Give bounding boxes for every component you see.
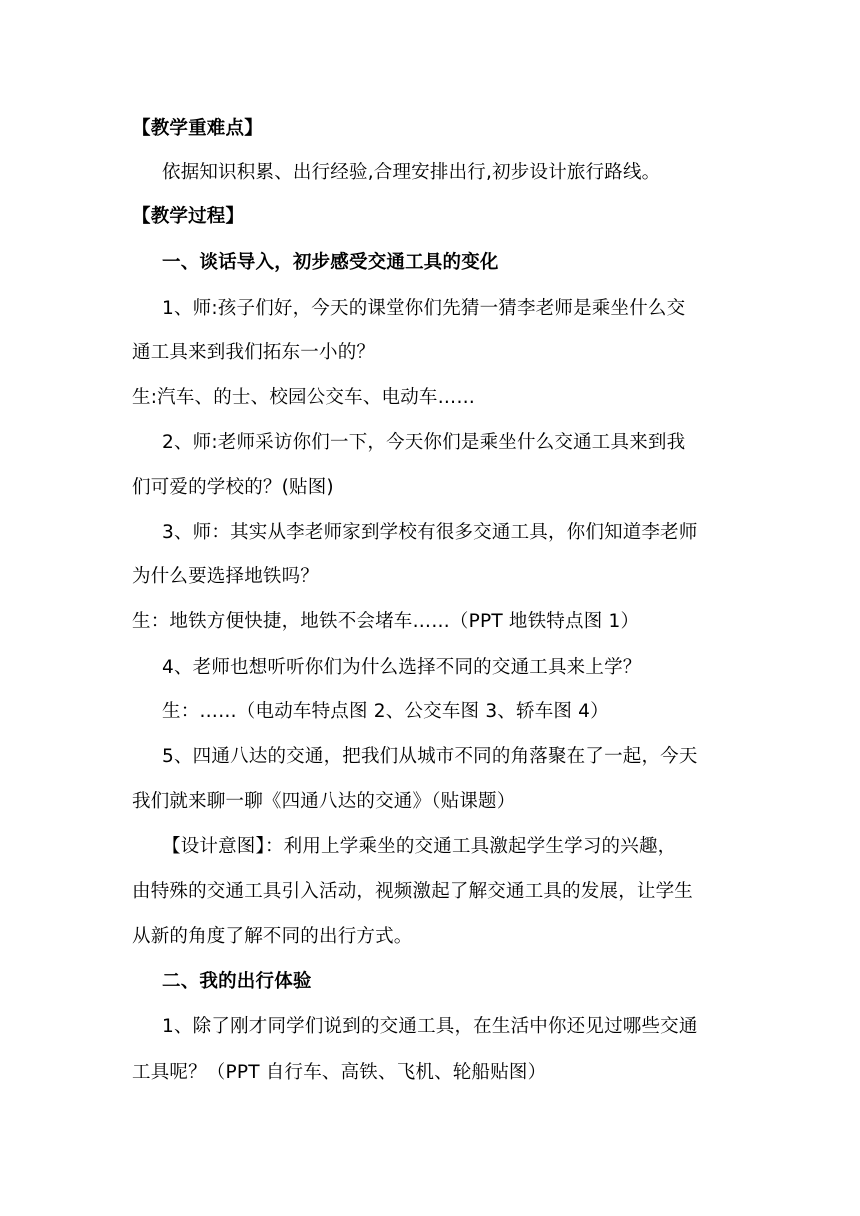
section-2-title: 二、我的出行体验 [162, 971, 312, 992]
question-2-line-2: 们可爱的学校的？(贴图) [132, 477, 334, 498]
section-2-question-1-line-2: 工具呢？（PPT 自行车、高铁、飞机、轮船贴图） [132, 1062, 547, 1083]
answer-4: 生：……（电动车特点图 2、公交车图 3、轿车图 4） [162, 701, 609, 722]
question-3-line-2: 为什么要选择地铁吗？ [132, 566, 320, 587]
design-intent-line-3: 从新的角度了解不同的出行方式。 [132, 926, 413, 947]
question-2-line-1: 2、师:老师采访你们一下，今天你们是乘坐什么交通工具来到我 [162, 432, 686, 453]
answer-1: 生:汽车、的士、校园公交车、电动车…… [132, 387, 476, 408]
key-points-paragraph: 依据知识积累、出行经验,合理安排出行,初步设计旅行路线。 [162, 162, 661, 183]
question-4: 4、老师也想听听你们为什么选择不同的交通工具来上学？ [162, 657, 642, 678]
answer-3: 生：地铁方便快捷，地铁不会堵车……（PPT 地铁特点图 1） [132, 611, 640, 632]
question-5-line-2: 我们就来聊一聊《四通八达的交通》（贴课题） [132, 791, 516, 812]
heading-teaching-process: 【教学过程】 [132, 206, 245, 227]
section-2-question-1-line-1: 1、除了刚才同学们说到的交通工具，在生活中你还见过哪些交通 [162, 1016, 698, 1037]
question-3-line-1: 3、师：其实从李老师家到学校有很多交通工具，你们知道李老师 [162, 522, 698, 543]
question-1-line-1: 1、师:孩子们好，今天的课堂你们先猜一猜李老师是乘坐什么交 [162, 298, 686, 319]
heading-key-points: 【教学重难点】 [132, 118, 263, 139]
question-1-line-2: 通工具来到我们拓东一小的？ [132, 342, 376, 363]
design-intent-line-1: 【设计意图】：利用上学乘坐的交通工具激起学生学习的兴趣， [162, 836, 677, 857]
design-intent-line-2: 由特殊的交通工具引入活动，视频激起了解交通工具的发展，让学生 [132, 881, 694, 902]
question-5-line-1: 5、四通八达的交通，把我们从城市不同的角落聚在了一起，今天 [162, 746, 698, 767]
section-1-title: 一、谈话导入，初步感受交通工具的变化 [162, 252, 499, 273]
